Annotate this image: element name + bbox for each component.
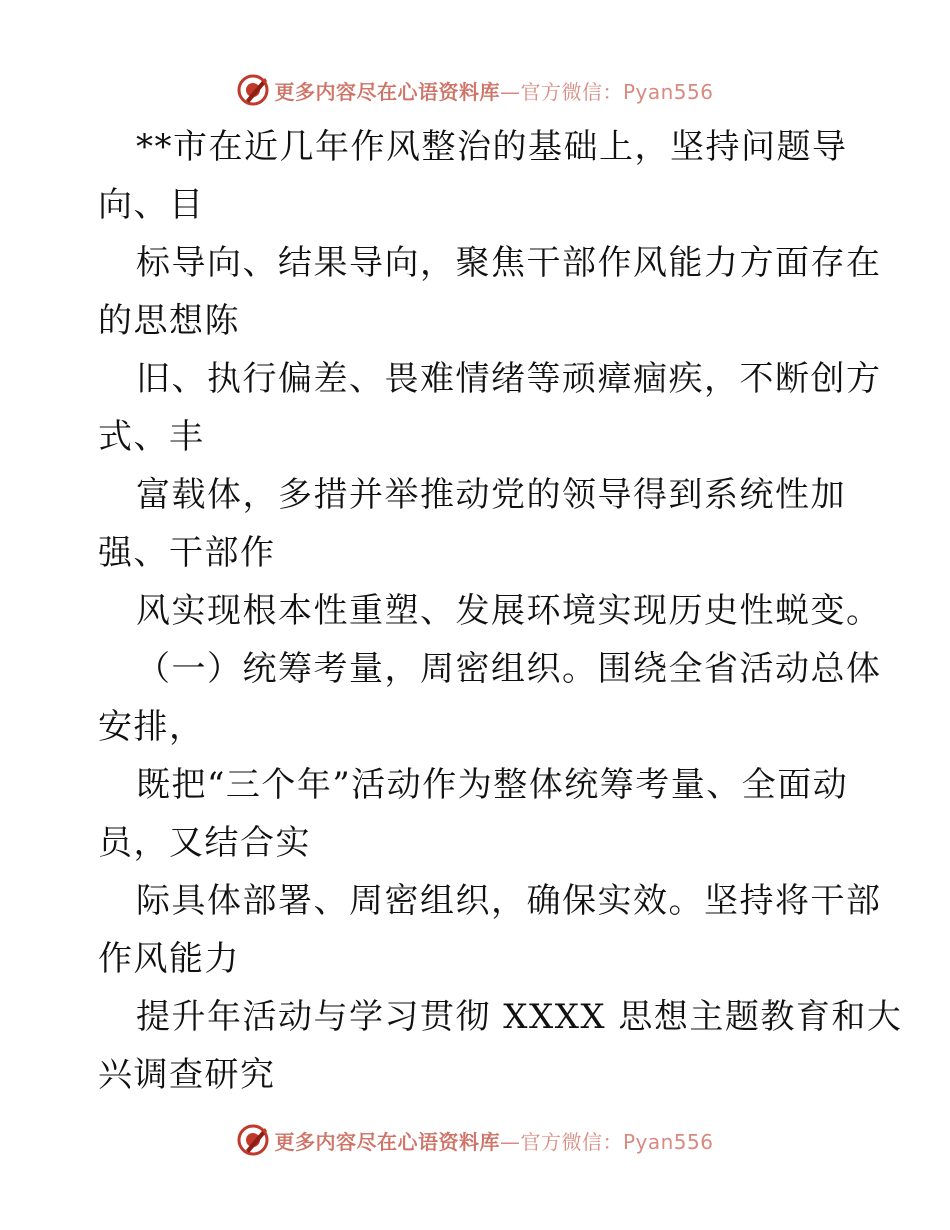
text-line: 既把“三个年”活动作为整体统筹考量、全面动 (136, 765, 849, 805)
watermark-text (274, 1126, 713, 1155)
pen-logo-icon (236, 1123, 270, 1157)
watermark-brand: 更多内容尽在心语资料库 (274, 79, 500, 104)
text-line: 兴调查研究 (98, 1055, 276, 1095)
watermark-separator: — (499, 1129, 521, 1154)
pen-logo-icon (236, 73, 270, 107)
text-line: 式、丰 (98, 417, 205, 457)
text-line: 向、目 (98, 185, 205, 225)
text-line: 安排， (98, 707, 205, 747)
watermark-brand: 更多内容尽在心语资料库 (274, 1129, 500, 1154)
watermark-contact: 官方微信：Pyan556 (520, 1129, 714, 1154)
footer-watermark (0, 1120, 950, 1160)
text-line: 作风能力 (98, 939, 240, 979)
watermark-text (274, 76, 713, 105)
text-line: 际具体部署、周密组织，确保实效。坚持将干部 (136, 881, 882, 921)
text-line: 标导向、结果导向，聚焦干部作风能力方面存在 (136, 243, 882, 283)
text-line: （一）统筹考量，周密组织。围绕全省活动总体 (136, 649, 882, 689)
text-line: 旧、执行偏差、畏难情绪等顽瘴痼疾，不断创方 (136, 359, 882, 399)
text-line: 的思想陈 (98, 301, 240, 341)
text-line: 富载体，多措并举推动党的领导得到系统性加 (136, 475, 846, 515)
text-line: 提升年活动与学习贯彻 XXXX 思想主题教育和大 (136, 997, 903, 1037)
header-watermark (0, 70, 950, 110)
watermark-contact: 官方微信：Pyan556 (520, 79, 714, 104)
text-line: 强、干部作 (98, 533, 276, 573)
text-line: 员，又结合实 (98, 823, 311, 863)
text-line: 风实现根本性重塑、发展环境实现历史性蜕变。 (136, 591, 882, 631)
document-body (98, 118, 903, 1104)
text-line: **市在近几年作风整治的基础上，坚持问题导 (136, 127, 848, 167)
watermark-separator: — (499, 79, 521, 104)
